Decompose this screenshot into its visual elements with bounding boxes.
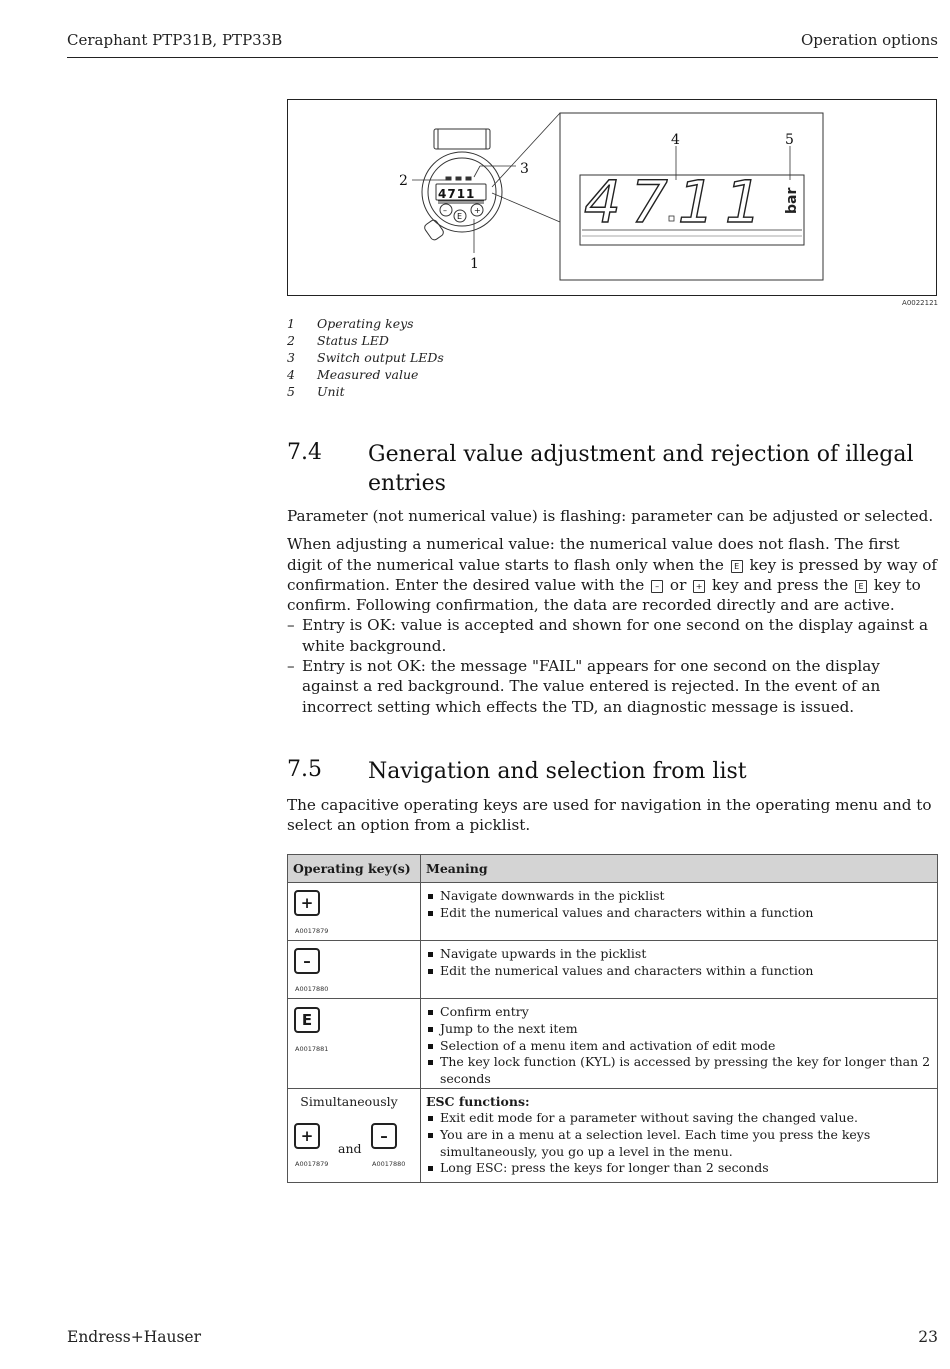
meaning-cell xyxy=(421,941,938,999)
callout-5: 5 xyxy=(785,132,794,148)
list-item: The key lock function (KYL) is accessed by pressing the key for longer than 2 seconds xyxy=(426,1054,937,1088)
figure-legend xyxy=(287,316,444,401)
running-header-title: Ceraphant PTP31B, PTP33B xyxy=(67,31,283,49)
key-code: A0017880 xyxy=(295,985,329,993)
lcd-unit: bar xyxy=(784,187,800,214)
list-item: Jump to the next item xyxy=(426,1021,937,1038)
key-code: A0017879 xyxy=(295,927,329,935)
device-plus-key: + xyxy=(474,206,481,215)
callout-1: 1 xyxy=(470,256,479,272)
list-item: Navigate downwards in the picklist xyxy=(426,888,937,905)
list-item: You are in a menu at a selection level. Each time you press the keys simultaneously, you go up a level in the menu. xyxy=(426,1127,937,1161)
device-drawing xyxy=(422,129,502,241)
section-7-4-title: General value adjustment and rejection of illegal entries xyxy=(368,442,914,496)
header-rule xyxy=(67,57,938,58)
operating-keys-table xyxy=(287,854,938,1183)
callout-3: 3 xyxy=(520,161,529,177)
list-item: – Entry is OK: value is accepted and shown for one second on the display against a white background. xyxy=(287,616,929,655)
table-header-row xyxy=(288,855,938,883)
plus-key-icon: + xyxy=(294,890,320,916)
simultaneously-label: Simultaneously xyxy=(300,1093,398,1109)
plus-key-icon: + xyxy=(294,1123,320,1149)
list-item: Edit the numerical values and characters within a function xyxy=(426,963,937,980)
legend-item: 3 Switch output LEDs xyxy=(287,350,444,365)
meaning-cell xyxy=(421,999,938,1089)
device-e-key: E xyxy=(457,212,463,221)
figure-code: A0022121 xyxy=(902,299,938,307)
page-number: 23 xyxy=(918,1328,938,1346)
minus-key-icon: – xyxy=(651,580,663,593)
paragraph: Parameter (not numerical value) is flashing: parameter can be adjusted or selected. xyxy=(287,507,934,525)
callout-4: 4 xyxy=(671,132,680,148)
minus-key-icon: – xyxy=(294,948,320,974)
paragraph: The capacitive operating keys are used for navigation in the operating menu and to select an option from a picklist. xyxy=(287,796,932,835)
key-cell xyxy=(288,941,421,999)
key-code: A0017880 xyxy=(372,1159,406,1168)
meaning-cell xyxy=(421,883,938,941)
list-item: Selection of a menu item and activation of edit mode xyxy=(426,1038,937,1055)
key-code: A0017881 xyxy=(295,1045,329,1053)
legend-item: 1 Operating keys xyxy=(287,316,414,331)
esc-functions-title: ESC functions: xyxy=(426,1093,530,1109)
e-key-icon: E xyxy=(294,1007,320,1033)
table-row xyxy=(288,1088,938,1182)
section-7-4-number: 7.4 xyxy=(287,440,322,465)
list-item: Confirm entry xyxy=(426,1004,937,1021)
section-7-4-body xyxy=(287,506,939,717)
list-item: Exit edit mode for a parameter without saving the changed value. xyxy=(426,1110,937,1127)
e-key-icon: E xyxy=(731,560,743,573)
key-cell xyxy=(288,999,421,1089)
legend-item: 5 Unit xyxy=(287,384,345,399)
callout-2: 2 xyxy=(399,173,408,189)
list-item: Edit the numerical values and characters within a function xyxy=(426,905,937,922)
paragraph: When adjusting a numerical value: the numerical value does not flash. The first digit of the numerical value starts to flash only when the E key is pressed by way of confirmation. Enter the desired value with the – or + key and press the E key to confirm. Following confirmation, the data are recorded directly and are active. xyxy=(287,535,938,615)
key-cell xyxy=(288,883,421,941)
key-cell xyxy=(288,1088,421,1182)
column-header: Meaning xyxy=(421,855,938,883)
column-header: Operating key(s) xyxy=(288,855,421,883)
legend-item: 2 Status LED xyxy=(287,333,389,348)
table-row xyxy=(288,999,938,1089)
display-figure xyxy=(287,99,937,296)
list-item: Navigate upwards in the picklist xyxy=(426,946,937,963)
minus-key-icon: – xyxy=(371,1123,397,1149)
list-item: – Entry is not OK: the message "FAIL" appears for one second on the display against a red background. The value entered is rejected. In the event of an incorrect setting which effects the TD, an diagnostic message is issued. xyxy=(287,657,881,716)
display-illustration xyxy=(288,100,936,295)
footer-brand: Endress+Hauser xyxy=(67,1328,201,1346)
list-item: Long ESC: press the keys for longer than 2 seconds xyxy=(426,1160,937,1177)
section-7-5-number: 7.5 xyxy=(287,757,322,782)
running-header-section: Operation options xyxy=(800,31,938,49)
lcd-measured-value: 4711 xyxy=(584,168,772,236)
e-key-icon: E xyxy=(855,580,867,593)
and-label: and xyxy=(338,1140,362,1156)
meaning-cell xyxy=(421,1088,938,1182)
device-minus-key: – xyxy=(443,206,447,215)
device-small-value: 4711 xyxy=(438,187,476,201)
section-7-5-title: Navigation and selection from list xyxy=(368,759,747,784)
table-row xyxy=(288,883,938,941)
table-row xyxy=(288,941,938,999)
plus-key-icon: + xyxy=(693,580,705,593)
legend-item: 4 Measured value xyxy=(287,367,419,382)
section-7-5-body xyxy=(287,795,939,836)
key-code: A0017879 xyxy=(295,1159,329,1168)
